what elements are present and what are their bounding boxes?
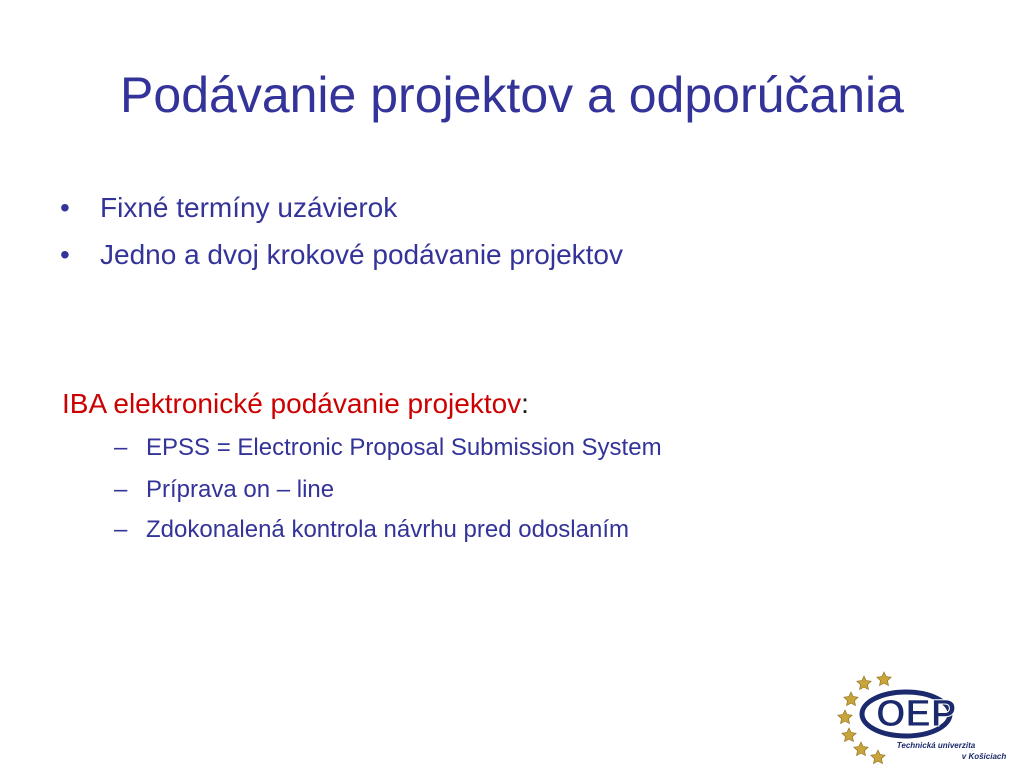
star-icon bbox=[854, 742, 868, 756]
section-heading-text: IBA elektronické podávanie projektov bbox=[62, 388, 522, 419]
sub-item-text: Zdokonalená kontrola návrhu pred odoslaním bbox=[146, 516, 629, 543]
sub-item-text: Príprava on – line bbox=[146, 476, 335, 503]
section-heading bbox=[62, 387, 529, 421]
bullet-text: Jedno a dvoj krokové podávanie projektov bbox=[100, 239, 624, 270]
sub-item bbox=[114, 515, 629, 545]
star-icon bbox=[877, 672, 891, 686]
star-icon bbox=[871, 750, 885, 764]
dash-marker: – bbox=[114, 476, 128, 503]
section-heading-colon: : bbox=[521, 388, 529, 419]
sub-item bbox=[114, 475, 334, 505]
star-icon bbox=[857, 676, 871, 690]
logo-text: OEP bbox=[876, 693, 957, 735]
star-icon bbox=[844, 692, 858, 706]
sub-item bbox=[114, 433, 662, 463]
star-icon bbox=[842, 728, 856, 742]
bullet-text: Fixné termíny uzávierok bbox=[100, 192, 398, 223]
bullet-marker: • bbox=[60, 192, 70, 223]
logo-caption-line2: v Košiciach bbox=[961, 752, 1007, 761]
slide-title: Podávanie projektov a odporúčania bbox=[120, 67, 904, 123]
sub-item-text: EPSS = Electronic Proposal Submission System bbox=[146, 434, 662, 461]
star-icon bbox=[838, 710, 852, 724]
bullet-item bbox=[60, 191, 397, 225]
logo-caption-line1: Technická univerzita bbox=[896, 741, 976, 750]
oep-logo bbox=[836, 668, 1022, 766]
bullet-marker: • bbox=[60, 239, 70, 270]
dash-marker: – bbox=[114, 516, 128, 543]
dash-marker: – bbox=[114, 434, 128, 461]
bullet-item bbox=[60, 238, 623, 272]
